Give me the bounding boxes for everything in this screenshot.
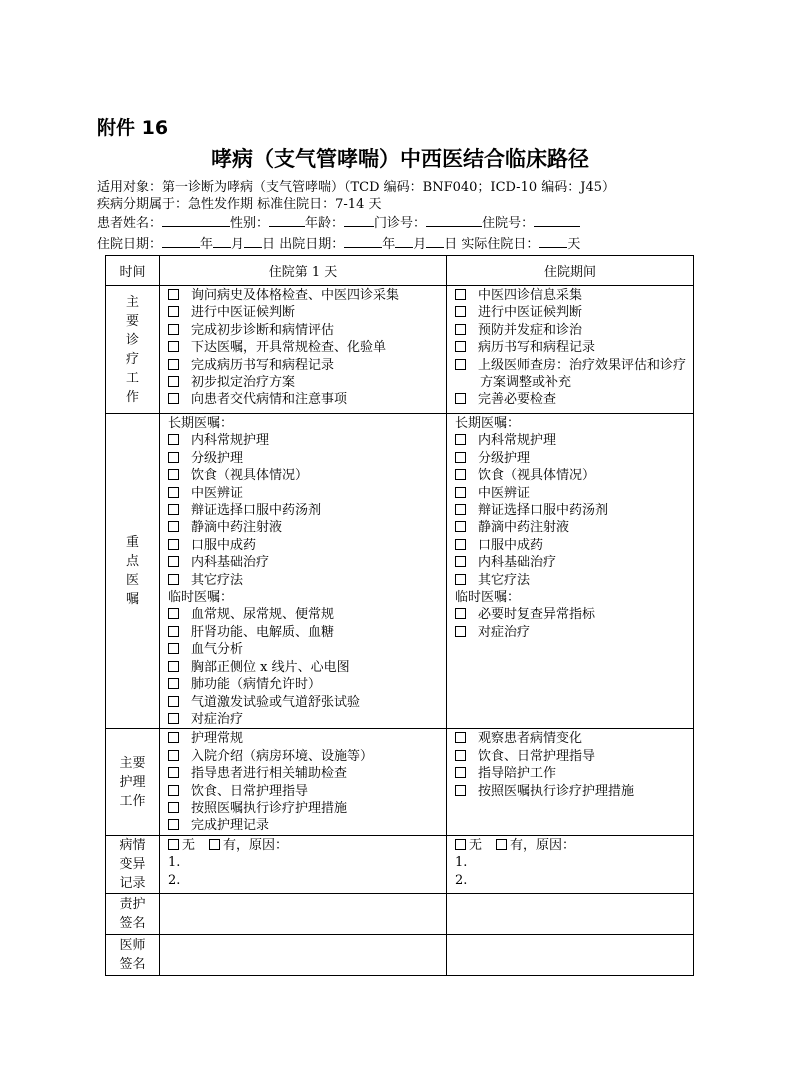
checklist-item-label: 口服中成药 (191, 537, 257, 553)
checkbox[interactable] (455, 785, 466, 796)
checkbox[interactable] (168, 767, 179, 778)
checklist-item-label: 按照医嘱执行诊疗护理措施 (191, 800, 348, 816)
discharge-year-blank[interactable] (344, 235, 382, 248)
checkbox[interactable] (455, 289, 466, 300)
checklist-item-label: 血气分析 (191, 642, 244, 658)
checkbox[interactable] (168, 626, 179, 637)
header-row (106, 256, 694, 286)
checklist-item-label: 护理常规 (191, 731, 244, 747)
clinical-pathway-table (105, 255, 694, 976)
temporary-orders-title: 临时医嘱： (455, 590, 521, 606)
checklist-item (455, 304, 693, 321)
checkbox[interactable] (168, 802, 179, 813)
checklist-item-label: 内科常规护理 (191, 433, 270, 449)
checkbox[interactable] (168, 324, 179, 335)
header-time: 时间 (106, 256, 160, 286)
checklist-item-label: 预防并发症和诊治 (478, 322, 583, 338)
checkbox[interactable] (455, 556, 466, 567)
checklist-item (455, 765, 693, 782)
checkbox-yes[interactable] (496, 839, 507, 850)
checkbox-none[interactable] (455, 839, 466, 850)
document-title: 哮病（支气管哮喘）中西医结合临床路径 (211, 147, 589, 171)
checkbox[interactable] (168, 521, 179, 532)
dates-line (97, 235, 580, 253)
checklist-item-label: 静滴中药注射液 (478, 520, 570, 536)
checklist-item (455, 287, 693, 304)
checklist-item (168, 304, 446, 321)
checklist-item (168, 765, 446, 782)
temporary-orders-title: 临时医嘱： (168, 590, 234, 606)
checkbox[interactable] (455, 521, 466, 532)
patient-name-blank[interactable] (162, 214, 230, 227)
admit-year-blank[interactable] (162, 235, 200, 248)
applicable-line: 适用对象：第一诊断为哮病（支气管哮喘）（TCD 编码：BNF040；ICD-10 编码：J45） (97, 180, 616, 195)
checklist-item (168, 485, 446, 502)
age-blank[interactable] (344, 214, 374, 227)
admit-day-blank[interactable] (244, 235, 262, 248)
checklist-item-label: 中医辨证 (478, 485, 531, 501)
checkbox[interactable] (455, 306, 466, 317)
checklist-item-label: 气道激发试验或气道舒张试验 (191, 694, 361, 710)
checklist-item (455, 432, 693, 449)
orders-row (106, 414, 694, 729)
checklist-item (168, 374, 446, 391)
orders-day1 (160, 414, 447, 729)
row-label-doctor-sign (106, 934, 160, 975)
checklist-item (455, 537, 693, 554)
checklist-item-label: 其它疗法 (191, 572, 244, 588)
variation-day1 (160, 835, 447, 893)
checklist-item (168, 817, 446, 834)
day-label: 日 (444, 237, 458, 252)
checkbox[interactable] (168, 359, 179, 370)
checkbox[interactable] (168, 556, 179, 567)
checkbox[interactable] (168, 696, 179, 707)
row-label-text: 责护签名 (119, 896, 146, 931)
checkbox[interactable] (168, 574, 179, 585)
checklist-item (168, 800, 446, 817)
checklist-item-label: 完善必要检查 (478, 392, 557, 408)
admit-month-blank[interactable] (213, 235, 231, 248)
checklist-item (168, 391, 446, 408)
stage-line: 疾病分期属于：急性发作期 标准住院日：7-14 天 (97, 197, 382, 212)
checklist-item-label: 内科常规护理 (478, 433, 557, 449)
checkbox[interactable] (168, 504, 179, 515)
checklist-item-label: 按照医嘱执行诊疗护理措施 (478, 783, 635, 799)
checkbox[interactable] (168, 732, 179, 743)
checklist-item (168, 572, 446, 589)
discharge-date-label: 出院日期： (279, 237, 345, 252)
checklist-item-label: 中医四诊信息采集 (478, 288, 583, 303)
row-label-nursing (106, 729, 160, 835)
checklist-item-label: 入院介绍（病房环境、设施等） (191, 748, 374, 764)
none-label: 无 (469, 837, 483, 853)
checklist-item (455, 519, 693, 536)
checklist-item (455, 450, 693, 467)
checklist-item-label: 肝肾功能、电解质、血糖 (191, 624, 335, 640)
variation-period (447, 835, 694, 893)
checkbox[interactable] (455, 359, 466, 370)
checklist-item (168, 711, 446, 728)
actual-days-blank[interactable] (539, 235, 567, 248)
row-label-nurse-sign (106, 893, 160, 934)
checkbox[interactable] (455, 469, 466, 480)
checklist-item-label: 其它疗法 (478, 572, 531, 588)
row-label-text: 医师签名 (119, 937, 146, 972)
row-label-text: 主要诊疗工作 (125, 294, 139, 405)
year-label: 年 (382, 237, 396, 252)
checklist-item (455, 357, 693, 392)
admit-date-label: 住院日期： (97, 237, 163, 252)
checkbox[interactable] (168, 608, 179, 619)
yes-reason-label: 有，原因： (223, 837, 289, 853)
checklist-item (168, 432, 446, 449)
reason-line-1[interactable]: 1. (168, 855, 181, 871)
checkbox[interactable] (455, 324, 466, 335)
checkbox[interactable] (455, 434, 466, 445)
none-label: 无 (182, 837, 196, 853)
checkbox[interactable] (168, 452, 179, 463)
checklist-item-label: 对症治疗 (478, 624, 531, 640)
checkbox[interactable] (168, 341, 179, 352)
checklist-item (168, 748, 446, 765)
checklist-item (168, 694, 446, 711)
main-diagnosis-period (447, 286, 694, 414)
checklist-item (168, 339, 446, 356)
checklist-item-label: 完成病历书写和病程记录 (191, 357, 335, 373)
checklist-item-label: 询问病史及体格检查、中医四诊采集 (191, 288, 400, 303)
checklist-item (455, 783, 693, 800)
checklist-item (168, 676, 446, 693)
nurse-sign-day1[interactable] (160, 893, 447, 934)
reason-line-1[interactable]: 1. (455, 855, 468, 871)
nursing-row (106, 729, 694, 835)
checkbox[interactable] (168, 785, 179, 796)
checkbox[interactable] (168, 539, 179, 550)
checkbox[interactable] (168, 713, 179, 724)
checklist-item (168, 287, 446, 304)
checklist-item (168, 659, 446, 676)
month-label: 月 (413, 237, 427, 252)
checklist-item (455, 339, 693, 356)
reason-line-2[interactable]: 2. (168, 872, 181, 888)
checkbox[interactable] (168, 661, 179, 672)
checklist-item-label: 饮食（视具体情况） (191, 468, 309, 484)
checklist-item-label: 分级护理 (191, 450, 244, 466)
checklist-item-label: 对症治疗 (191, 711, 244, 727)
checklist-item-label: 肺功能（病情允许时） (191, 677, 322, 693)
main-diagnosis-day1 (160, 286, 447, 414)
row-label-variation (106, 835, 160, 893)
checklist-item (168, 641, 446, 658)
checkbox[interactable] (168, 643, 179, 654)
checklist-item-label: 口服中成药 (478, 537, 544, 553)
checkbox[interactable] (168, 376, 179, 387)
clinic-no-blank[interactable] (426, 214, 482, 227)
sex-label: 性别： (230, 216, 270, 231)
doctor-sign-period[interactable] (447, 934, 694, 975)
checkbox-yes[interactable] (209, 839, 220, 850)
checkbox[interactable] (455, 608, 466, 619)
doctor-sign-row (106, 934, 694, 975)
checklist-item-label: 进行中医证候判断 (191, 305, 296, 321)
checklist-item (168, 606, 446, 623)
long-term-orders-title: 长期医嘱： (455, 416, 521, 431)
checklist-item-label: 饮食（视具体情况） (478, 468, 596, 484)
checklist-item-label: 内科基础治疗 (478, 555, 557, 571)
nursing-period (447, 729, 694, 835)
nurse-sign-row (106, 893, 694, 934)
checkbox[interactable] (455, 732, 466, 743)
checkbox[interactable] (455, 487, 466, 498)
checkbox[interactable] (455, 504, 466, 515)
row-label-text: 主要护理工作 (119, 755, 146, 809)
variation-row (106, 835, 694, 893)
sex-blank[interactable] (269, 214, 305, 227)
checklist-item (455, 572, 693, 589)
clinic-no-label: 门诊号： (374, 216, 427, 231)
checklist-item (455, 502, 693, 519)
checklist-item (168, 783, 446, 800)
age-label: 年龄： (305, 216, 345, 231)
checkbox[interactable] (455, 452, 466, 463)
checklist-item (455, 748, 693, 765)
checkbox[interactable] (168, 434, 179, 445)
patient-info-line (97, 214, 580, 232)
row-label-orders (106, 414, 160, 729)
row-label-text: 重点医嘱 (125, 535, 139, 608)
checklist-item-label: 观察患者病情变化 (478, 731, 583, 747)
checklist-item (455, 485, 693, 502)
checkbox[interactable] (455, 750, 466, 761)
checklist-item-label: 完成护理记录 (191, 818, 270, 834)
day-label: 日 (262, 237, 276, 252)
checkbox[interactable] (168, 289, 179, 300)
checklist-item-label: 初步拟定治疗方案 (191, 375, 296, 391)
attachment-number: 附件 16 (97, 117, 169, 139)
checklist-item-label: 内科基础治疗 (191, 555, 270, 571)
checklist-item-label: 中医辨证 (191, 485, 244, 501)
checklist-item-label: 向患者交代病情和注意事项 (191, 392, 348, 408)
discharge-month-blank[interactable] (395, 235, 413, 248)
checklist-item (455, 730, 693, 747)
checklist-item (168, 502, 446, 519)
checklist-item (168, 357, 446, 374)
discharge-day-blank[interactable] (426, 235, 444, 248)
checklist-item-label: 饮食、日常护理指导 (191, 783, 309, 799)
doctor-sign-day1[interactable] (160, 934, 447, 975)
checklist-item (455, 391, 693, 408)
checkbox[interactable] (168, 393, 179, 404)
checklist-item (168, 322, 446, 339)
checklist-item-label: 上级医师查房：治疗效果评估和诊疗方案调整或补充 (478, 357, 687, 391)
checklist-item (168, 450, 446, 467)
header-day1: 住院第 1 天 (160, 256, 447, 286)
inpatient-no-blank[interactable] (534, 214, 580, 227)
checklist-item-label: 必要时复查异常指标 (478, 607, 596, 623)
nurse-sign-period[interactable] (447, 893, 694, 934)
checkbox[interactable] (168, 469, 179, 480)
checkbox[interactable] (168, 750, 179, 761)
checkbox[interactable] (455, 341, 466, 352)
checklist-item-label: 静滴中药注射液 (191, 520, 283, 536)
checkbox[interactable] (455, 539, 466, 550)
checkbox[interactable] (168, 678, 179, 689)
checkbox[interactable] (455, 626, 466, 637)
yes-reason-label: 有，原因： (510, 837, 576, 853)
checklist-item (168, 624, 446, 641)
checklist-item (455, 322, 693, 339)
inpatient-no-label: 住院号： (482, 216, 535, 231)
checkbox[interactable] (455, 574, 466, 585)
days-unit-label: 天 (567, 237, 581, 252)
row-label-text: 病情变异记录 (119, 837, 146, 891)
checkbox[interactable] (168, 819, 179, 830)
checklist-item-label: 辩证选择口服中药汤剂 (478, 503, 609, 519)
orders-period (447, 414, 694, 729)
checklist-item-label: 胸部正侧位 x 线片、心电图 (191, 659, 350, 675)
checklist-item-label: 下达医嘱，开具常规检查、化验单 (191, 340, 387, 356)
checklist-item-label: 完成初步诊断和病情评估 (191, 322, 335, 338)
checkbox[interactable] (455, 393, 466, 404)
checklist-item-label: 指导陪护工作 (478, 766, 557, 782)
checklist-item-label: 分级护理 (478, 450, 531, 466)
long-term-orders-title: 长期医嘱： (168, 416, 234, 431)
header-period: 住院期间 (447, 256, 694, 286)
checklist-item-label: 饮食、日常护理指导 (478, 748, 596, 764)
checklist-item-label: 指导患者进行相关辅助检查 (191, 766, 348, 782)
checklist-item (455, 554, 693, 571)
row-label-main-diagnosis (106, 286, 160, 414)
patient-name-label: 患者姓名： (97, 216, 163, 231)
main-diagnosis-row (106, 286, 694, 414)
checkbox[interactable] (168, 487, 179, 498)
actual-days-label: 实际住院日： (461, 237, 540, 252)
checklist-item (168, 519, 446, 536)
checkbox[interactable] (455, 767, 466, 778)
checklist-item (168, 537, 446, 554)
checklist-item (168, 730, 446, 747)
nursing-day1 (160, 729, 447, 835)
reason-line-2[interactable]: 2. (455, 872, 468, 888)
checklist-item (455, 624, 693, 641)
checklist-item-label: 血常规、尿常规、便常规 (191, 607, 335, 623)
checkbox-none[interactable] (168, 839, 179, 850)
month-label: 月 (231, 237, 245, 252)
checkbox[interactable] (168, 306, 179, 317)
checklist-item-label: 病历书写和病程记录 (478, 340, 596, 356)
checklist-item (455, 606, 693, 623)
checklist-item-label: 辩证选择口服中药汤剂 (191, 503, 322, 519)
checklist-item-label: 进行中医证候判断 (478, 305, 583, 321)
checklist-item (455, 467, 693, 484)
year-label: 年 (200, 237, 214, 252)
checklist-item (168, 467, 446, 484)
checklist-item (168, 554, 446, 571)
